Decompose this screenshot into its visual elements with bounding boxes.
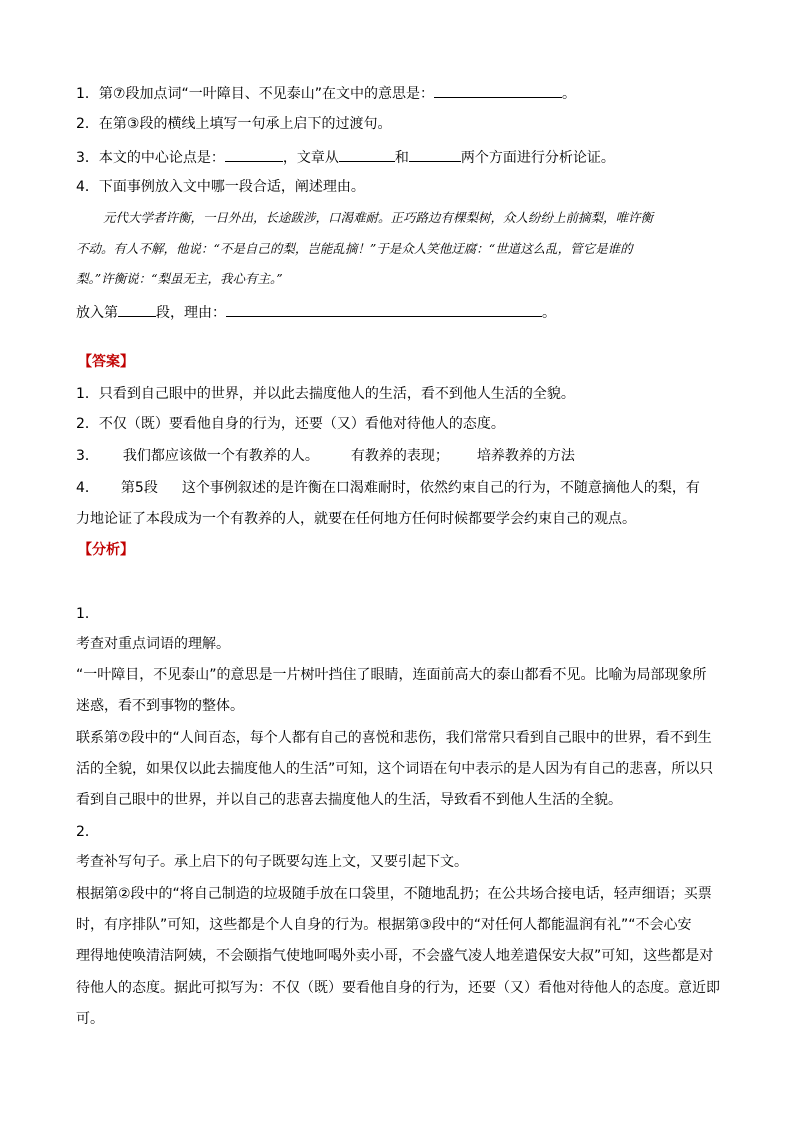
question-3 — [76, 146, 615, 168]
analysis-1-num: 1． — [76, 606, 99, 622]
answer-blank — [409, 146, 461, 162]
question-1-text: 1．第⑦段加点词“一叶障目、不见泰山”在文中的意思是： — [76, 86, 434, 102]
analysis-line: 考查补写句子。承上启下的句子既要勾连上文，又要引起下文。 — [76, 854, 468, 870]
question-4-fill — [76, 301, 556, 323]
answer-blank — [434, 82, 562, 98]
material-line: 梨。”许衡说：“梨虽无主，我心有主。” — [76, 271, 283, 286]
answer-2: 2．不仅（既）要看他自身的行为，还要（又）看他对待他人的态度。 — [76, 416, 505, 432]
material-line: 元代大学者许衡，一日外出，长途跋涉，口渴难耐。正巧路边有棵梨树，众人纷纷上前摘梨，唯许衡 — [103, 210, 654, 225]
analysis-line: 理得地使唤清洁阿姨，不会颐指气使地呵喝外卖小哥，不会盛气凌人地差遣保安大叔”可知，这些都是对 — [76, 948, 714, 964]
question-3-part-c: 和 — [394, 150, 409, 166]
analysis-line: 时，有序排队”可知，这些都是个人自身的行为。根据第③段中的“对任何人都能温润有礼”“不会心安 — [76, 917, 692, 933]
answer-3-part-3: 培养教养的方法 — [476, 448, 575, 464]
analysis-line: 待他人的态度。据此可拟写为：不仅（既）要看他自身的行为，还要（又）看他对待他人的态度。意近即 — [76, 980, 720, 996]
answer-1: 1．只看到自己眼中的世界，并以此去揣度他人的生活，看不到他人生活的全貌。 — [76, 386, 575, 402]
fill-part-b: 段，理由： — [156, 305, 226, 321]
answer-blank — [339, 146, 395, 162]
analysis-line: 联系第⑦段中的“人间百态，每个人都有自己的喜悦和悲伤，我们常常只看到自己眼中的世界，看不到生 — [76, 730, 712, 746]
answer-3 — [76, 446, 575, 466]
question-3-part-d: 两个方面进行分析论证。 — [460, 150, 615, 166]
answer-4-line-2: 力地论证了本段成为一个有教养的人，就要在任何地方任何时候都要学会约束自己的观点。 — [76, 511, 636, 527]
answer-4 — [76, 478, 700, 498]
question-3-part-b: ，文章从 — [282, 150, 339, 166]
material-line: 不动。有人不解，他说：“不是自己的梨，岂能乱摘！”于是众人笑他迂腐：“世道这么乱，管它是谁的 — [76, 241, 633, 256]
answer-heading: 【答案】 — [78, 354, 134, 370]
analysis-line: 活的全貌，如果仅以此去揣度他人的生活”可知，这个词语在句中表示的是人因为有自己的悲喜，所以只 — [76, 761, 714, 777]
question-4: 4．下面事例放入文中哪一段合适，阐述理由。 — [76, 179, 365, 195]
answer-blank — [225, 146, 283, 162]
analysis-heading: 【分析】 — [78, 542, 134, 558]
answer-4-part-1: 第5段 — [120, 480, 158, 496]
answer-4-part-2: 这个事例叙述的是许衡在口渴难耐时，依然约束自己的行为，不随意摘他人的梨，有 — [181, 480, 700, 496]
analysis-line: 看到自己眼中的世界，并以自己的悲喜去揣度他人的生活，导致看不到他人生活的全貌。 — [76, 792, 622, 808]
analysis-line: 可。 — [76, 1011, 104, 1027]
analysis-line: 迷惑，看不到事物的整体。 — [76, 698, 244, 714]
analysis-line: 考查对重点词语的理解。 — [76, 636, 230, 652]
analysis-line: 根据第②段中的“将自己制造的垃圾随手放在口袋里，不随地乱扔；在公共场合接电话，轻声细语；买票 — [76, 886, 712, 902]
fill-part-c: 。 — [542, 305, 556, 321]
question-1-end: 。 — [561, 86, 576, 102]
fill-part-a: 放入第 — [76, 305, 118, 321]
analysis-line: “一叶障目，不见泰山”的意思是一片树叶挡住了眼睛，连面前高大的泰山都看不见。比喻为局部现象所 — [76, 667, 707, 683]
answer-4-num: 4． — [76, 480, 99, 496]
question-3-part-a: 3．本文的中心论点是： — [76, 150, 225, 166]
answer-3-part-1: 我们都应该做一个有教养的人。 — [122, 448, 319, 464]
answer-blank — [118, 301, 156, 317]
answer-blank — [226, 301, 542, 317]
answer-3-part-2: 有教养的表现； — [350, 448, 449, 464]
question-2: 2．在第③段的横线上填写一句承上启下的过渡句。 — [76, 116, 392, 132]
answer-3-num: 3． — [76, 448, 99, 464]
question-1 — [76, 82, 576, 104]
analysis-2-num: 2． — [76, 824, 99, 840]
